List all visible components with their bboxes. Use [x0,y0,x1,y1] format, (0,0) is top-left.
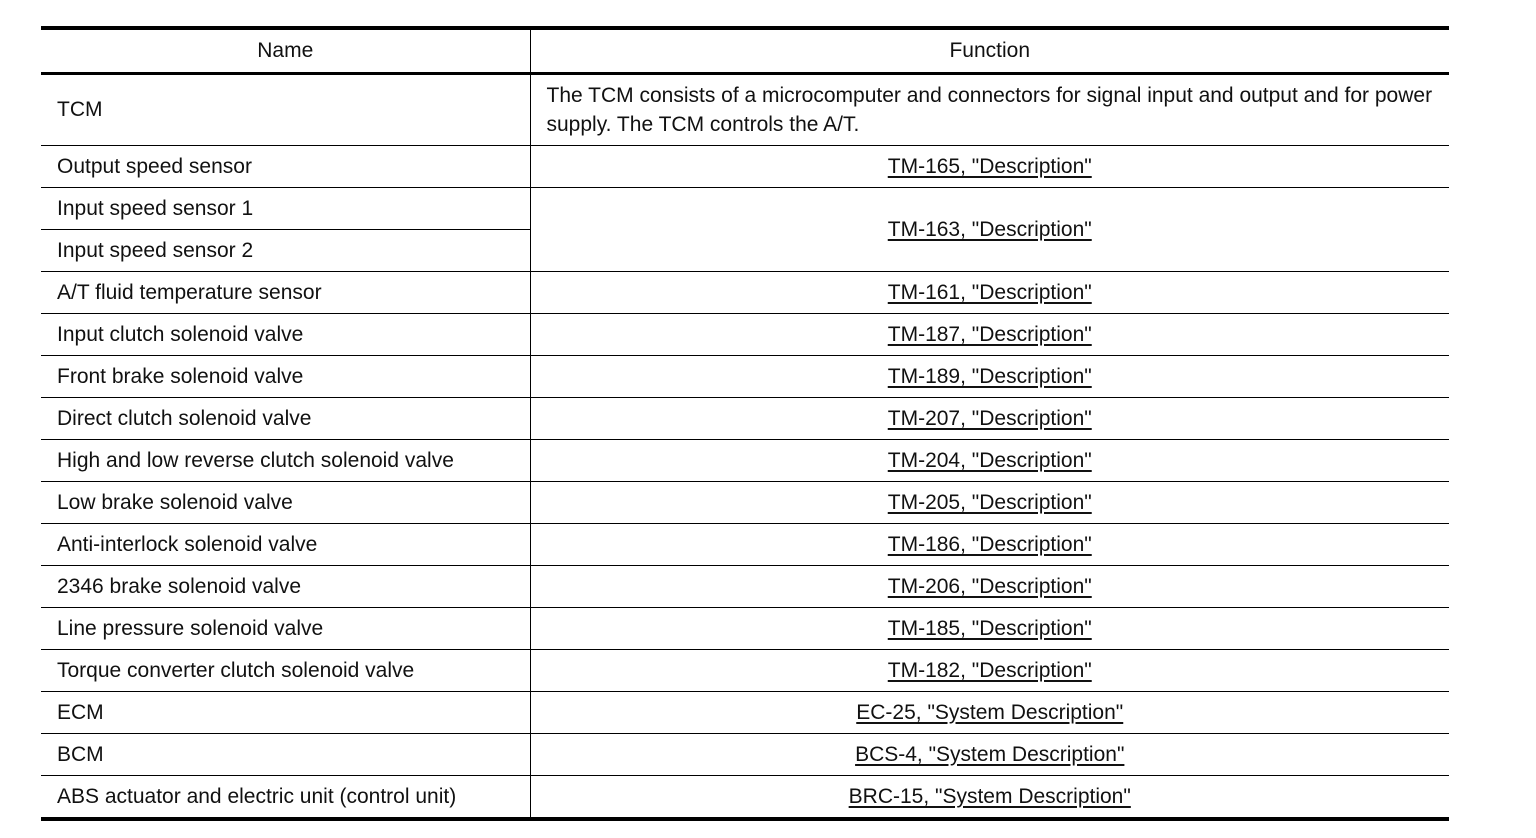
table-header [41,28,1449,74]
row-name: Torque converter clutch solenoid valve [41,650,530,692]
reference-link[interactable]: TM-187, "Description" [887,322,1092,346]
row-name: Input speed sensor 1 [41,188,530,230]
row-function [530,440,1449,482]
row-name: Front brake solenoid valve [41,356,530,398]
row-function [530,482,1449,524]
table-row [41,398,1449,440]
row-name: Output speed sensor [41,146,530,188]
table-row [41,566,1449,608]
row-name: Anti-interlock solenoid valve [41,524,530,566]
row-function [530,188,1449,272]
row-function [530,356,1449,398]
row-function [530,608,1449,650]
reference-link[interactable]: TM-204, "Description" [887,448,1092,472]
row-name: Input clutch solenoid valve [41,314,530,356]
reference-link[interactable]: TM-205, "Description" [887,490,1092,514]
component-function-table [41,26,1449,821]
reference-link[interactable]: TM-189, "Description" [887,364,1092,388]
table-body [41,74,1449,820]
row-name: 2346 brake solenoid valve [41,566,530,608]
table-row [41,692,1449,734]
row-name-tcm: TCM [41,74,530,146]
row-function-tcm: The TCM consists of a microcomputer and connectors for signal input and output and for power supply. The TCM controls the A/T. [530,74,1449,146]
reference-link[interactable]: BCS-4, "System Description" [855,742,1125,766]
table-row [41,74,1449,146]
row-name: Line pressure solenoid valve [41,608,530,650]
row-name: Direct clutch solenoid valve [41,398,530,440]
table-row [41,482,1449,524]
row-function [530,146,1449,188]
row-name: A/T fluid temperature sensor [41,272,530,314]
table-row [41,272,1449,314]
table-row [41,524,1449,566]
row-name: Input speed sensor 2 [41,230,530,272]
row-function [530,692,1449,734]
row-function [530,398,1449,440]
row-name: ECM [41,692,530,734]
row-name: High and low reverse clutch solenoid valve [41,440,530,482]
table-row [41,314,1449,356]
row-function [530,524,1449,566]
header-row [41,28,1449,74]
row-function [530,734,1449,776]
row-function [530,776,1449,820]
reference-link[interactable]: TM-207, "Description" [887,406,1092,430]
reference-link[interactable]: TM-182, "Description" [887,658,1092,682]
table-row [41,440,1449,482]
reference-link[interactable]: TM-161, "Description" [887,280,1092,304]
row-name: BCM [41,734,530,776]
reference-link[interactable]: TM-163, "Description" [887,217,1092,241]
table-row [41,356,1449,398]
table-row [41,146,1449,188]
reference-link[interactable]: TM-165, "Description" [887,154,1092,178]
reference-link[interactable]: TM-206, "Description" [887,574,1092,598]
header-function: Function [530,28,1449,74]
row-function [530,566,1449,608]
table-row [41,650,1449,692]
table-row [41,776,1449,820]
reference-link[interactable]: TM-185, "Description" [887,616,1092,640]
table-row [41,734,1449,776]
reference-link[interactable]: EC-25, "System Description" [856,700,1124,724]
table-row [41,188,1449,230]
row-function [530,314,1449,356]
row-name: ABS actuator and electric unit (control unit) [41,776,530,820]
reference-link[interactable]: TM-186, "Description" [887,532,1092,556]
row-function [530,650,1449,692]
header-name: Name [41,28,530,74]
reference-link[interactable]: BRC-15, "System Description" [848,784,1131,808]
table-row [41,608,1449,650]
row-function [530,272,1449,314]
row-name: Low brake solenoid valve [41,482,530,524]
